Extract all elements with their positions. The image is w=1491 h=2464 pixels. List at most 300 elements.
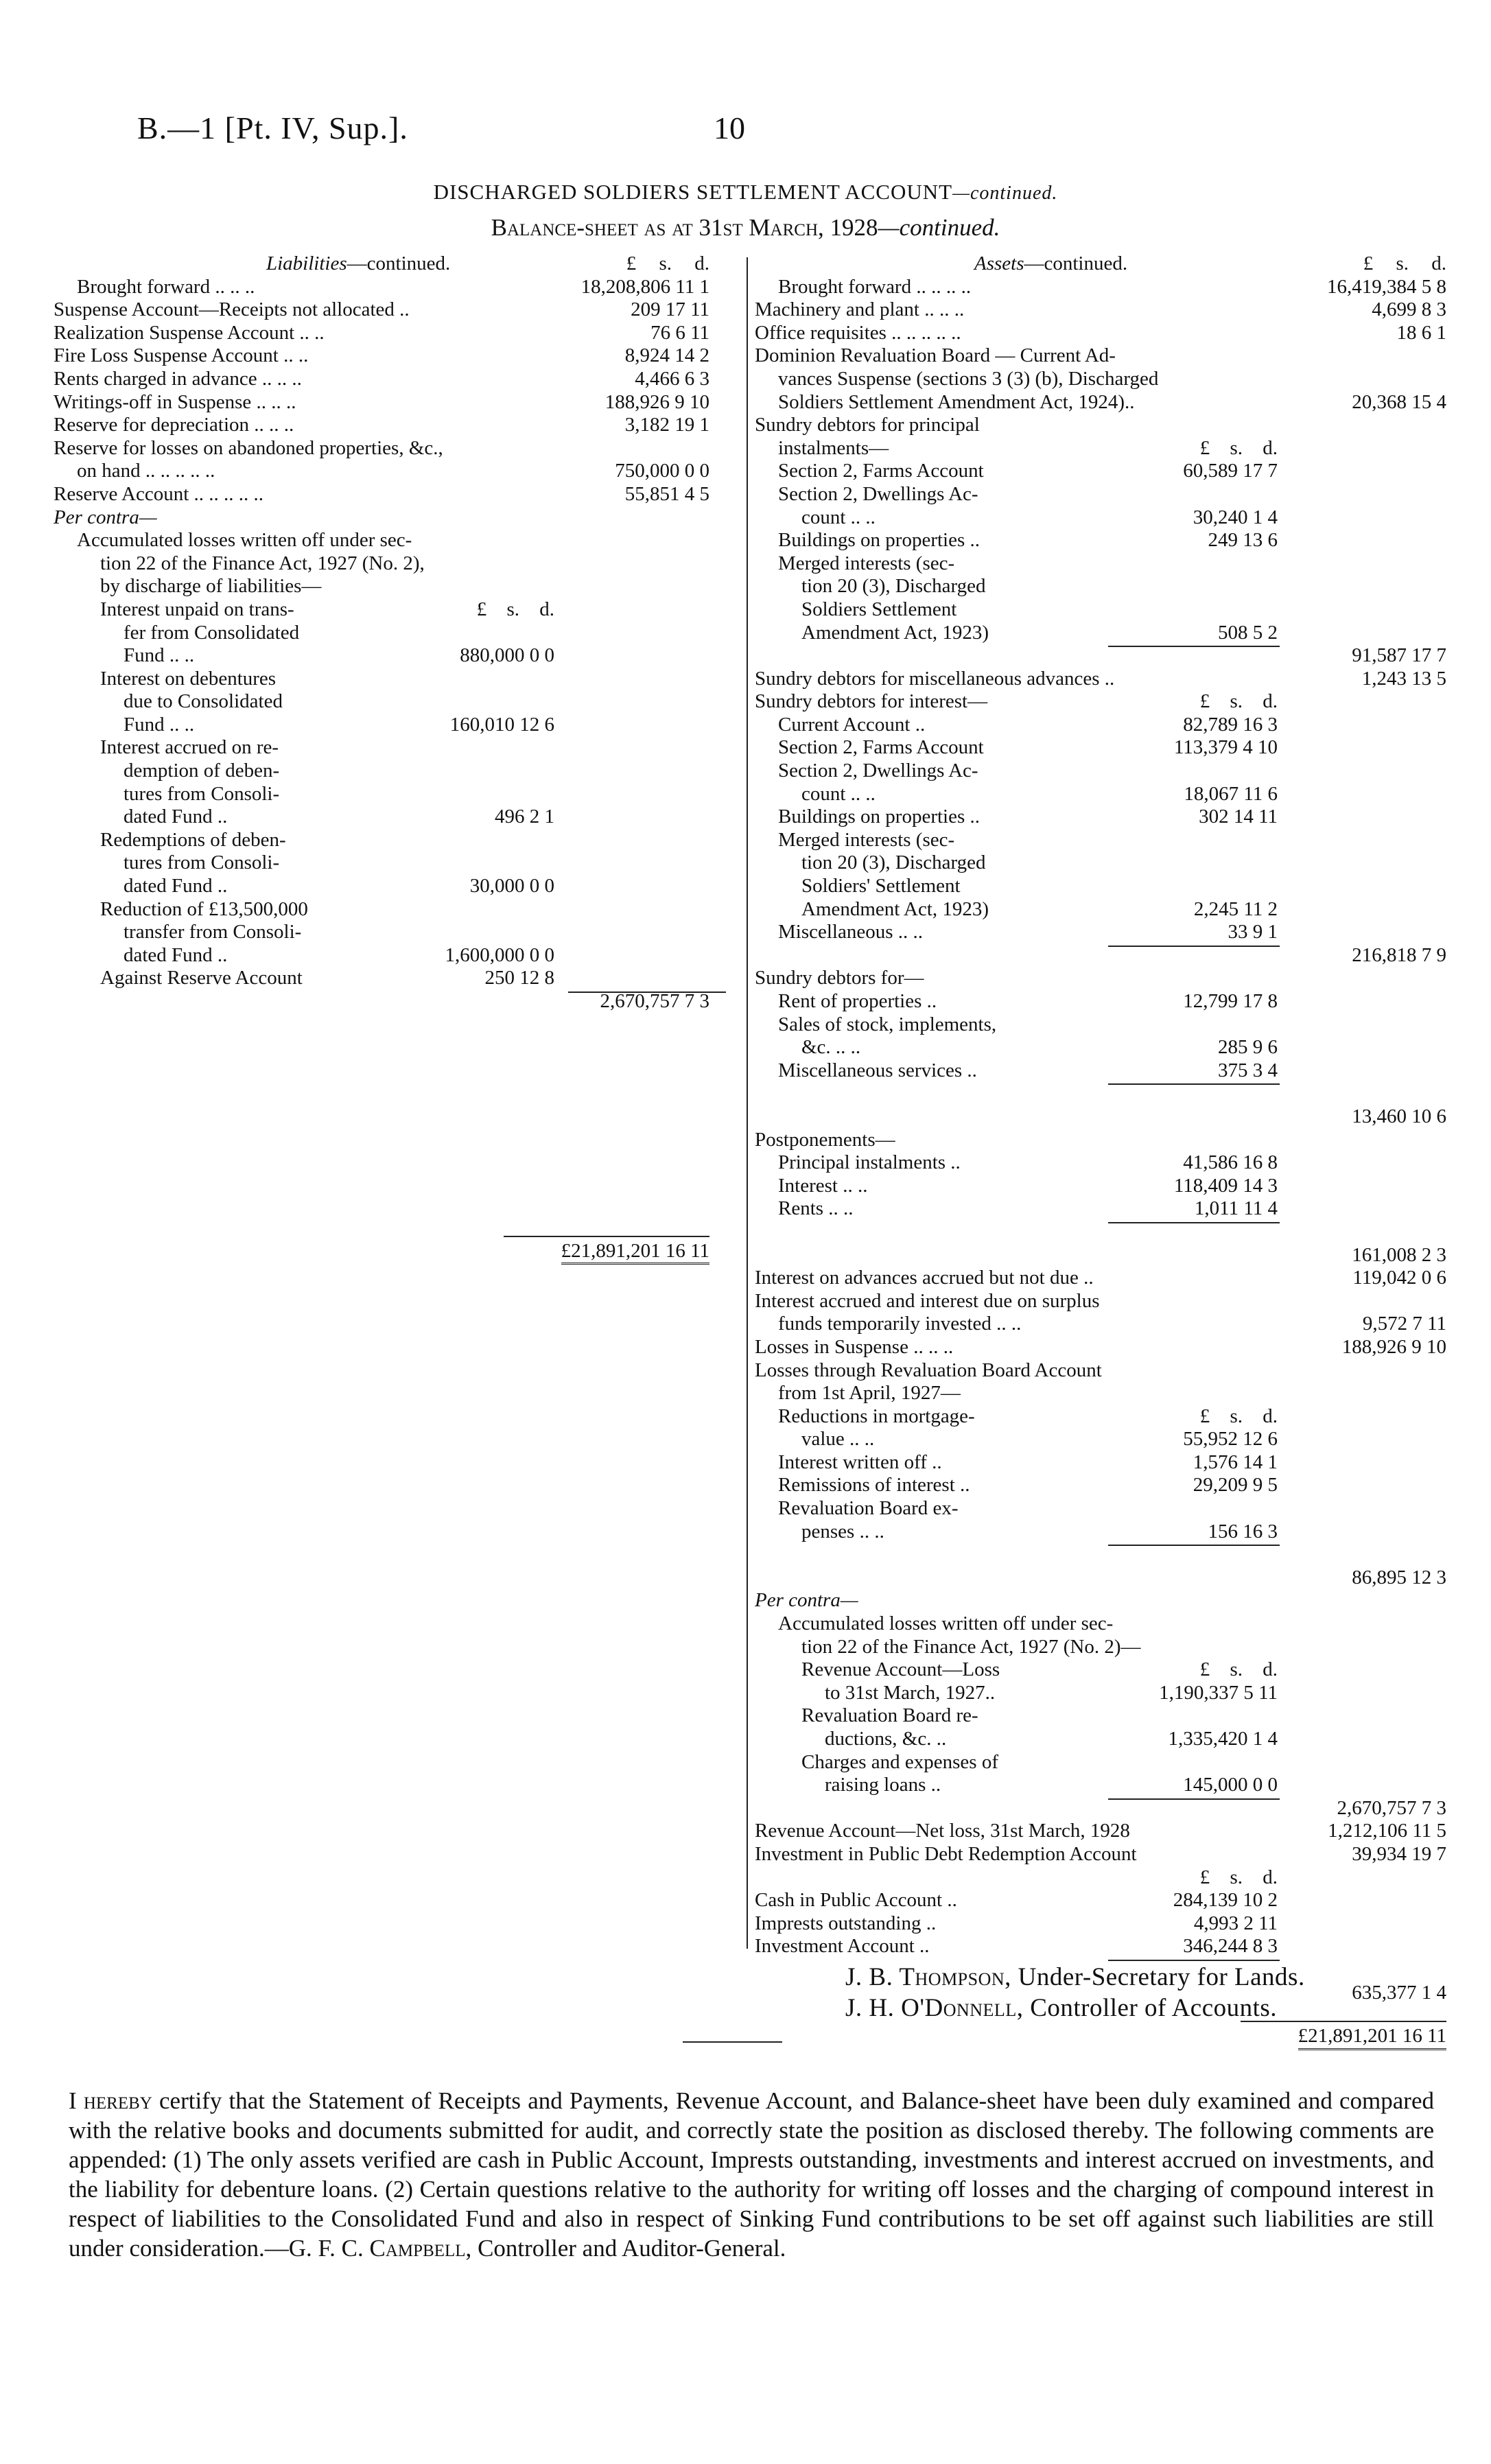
assets-col-head-l: £ [1363, 253, 1374, 274]
assets-row [755, 852, 1455, 875]
assets-row [755, 1704, 1455, 1728]
assets-subtotal-rule [1108, 1545, 1280, 1546]
assets-row-label: Postponements— [755, 1128, 895, 1151]
assets-row-label: to 31st March, 1927.. [825, 1681, 996, 1704]
liabilities-row [54, 598, 726, 622]
assets-row-label: Sundry debtors for miscellaneous advances .. [755, 667, 1115, 690]
assets-row-label: tion 20 (3), Discharged [801, 575, 986, 598]
liabilities-row-label: dated Fund .. [124, 806, 228, 828]
assets-inner-column-head: £ s. d. [1199, 436, 1278, 459]
assets-row [755, 575, 1455, 598]
assets-inner-amount: 285 9 6 [1218, 1036, 1278, 1059]
assets-row [755, 1267, 1455, 1290]
assets-row-label: Losses in Suspense .. .. .. [755, 1335, 954, 1358]
assets-row [755, 783, 1455, 806]
liabilities-row [54, 760, 726, 783]
assets-row [755, 1728, 1455, 1751]
assets-row [755, 1036, 1455, 1059]
assets-row-label: Accumulated losses written off under sec- [778, 1612, 1114, 1635]
assets-row [755, 1382, 1455, 1405]
assets-inner-amount: 508 5 2 [1218, 621, 1278, 644]
assets-row-label: Per contra— [755, 1589, 858, 1612]
assets-row-label: Soldiers Settlement [801, 598, 957, 620]
assets-total-row [755, 2025, 1455, 2048]
assets-row [755, 1866, 1455, 1890]
assets-row [755, 1567, 1455, 1590]
assets-row [755, 1751, 1455, 1774]
assets-subtotal-rule [1108, 1798, 1280, 1800]
assets-inner-amount: 60,589 17 7 [1183, 460, 1278, 482]
liabilities-row-label: tures from Consoli- [124, 782, 280, 805]
account-title-cont: —continued. [952, 183, 1058, 204]
assets-row [755, 644, 1455, 668]
assets-row-label: Interest .. .. [778, 1174, 868, 1197]
assets-row [755, 1682, 1455, 1705]
liabilities-row-label: Per contra— [54, 506, 157, 528]
section-separator [683, 2041, 782, 2043]
assets-row [755, 1636, 1455, 1659]
liabilities-inner-amount: 30,000 0 0 [469, 875, 554, 897]
assets-row-label: Revaluation Board ex- [778, 1497, 959, 1520]
assets-amount: 13,460 10 6 [1352, 1105, 1446, 1127]
assets-row-label: Section 2, Farms Account [778, 736, 984, 759]
assets-inner-column-head: £ s. d. [1199, 1405, 1278, 1427]
assets-row [755, 1221, 1455, 1244]
assets-inner-amount: 4,993 2 11 [1193, 1912, 1278, 1934]
assets-row [755, 529, 1455, 552]
liabilities-amount: 55,851 4 5 [624, 482, 709, 505]
assets-row-label: Section 2, Dwellings Ac- [778, 760, 978, 782]
assets-row-label: Revenue Account—Net loss, 31st March, 1928 [755, 1820, 1130, 1842]
signatory-title: Controller of Accounts. [1030, 1994, 1278, 2022]
assets-inner-amount: 1,335,420 1 4 [1168, 1728, 1278, 1750]
assets-inner-amount: 156 16 3 [1208, 1520, 1278, 1542]
liabilities-row [54, 690, 726, 714]
assets-amount: 39,934 19 7 [1352, 1842, 1446, 1865]
assets-row-label: Brought forward .. .. .. .. [778, 275, 972, 298]
assets-inner-column-head: £ s. d. [1199, 1658, 1278, 1681]
assets-amount: 188,926 9 10 [1341, 1335, 1446, 1358]
account-title-text: DISCHARGED SOLDIERS SETTLEMENT ACCOUNT [433, 180, 953, 204]
liabilities-row-label: Writings-off in Suspense .. .. .. [54, 390, 296, 413]
assets-row-label: count .. .. [801, 782, 876, 805]
liabilities-col-head-s: s. [659, 253, 672, 274]
assets-row [755, 1889, 1455, 1912]
assets-row-label: Merged interests (sec- [778, 552, 955, 574]
assets-amount: 2,670,757 7 3 [1337, 1796, 1446, 1819]
assets-row-label: Office requisites .. .. .. .. .. [755, 321, 961, 344]
assets-row-label: from 1st April, 1927— [778, 1382, 961, 1405]
liabilities-row-label: Fire Loss Suspense Account .. .. [54, 344, 309, 367]
assets-row [755, 298, 1455, 322]
liabilities-row [54, 875, 726, 898]
signatory-title: Under-Secretary for Lands. [1018, 1963, 1305, 1991]
assets-inner-amount: 55,952 12 6 [1183, 1428, 1278, 1451]
assets-row-label: Losses through Revaluation Board Account [755, 1359, 1102, 1381]
liabilities-col-head-l: £ [626, 253, 637, 274]
liabilities-row-label: Interest unpaid on trans- [100, 598, 294, 620]
assets-row [755, 1175, 1455, 1198]
assets-column-head [1363, 253, 1446, 276]
assets-row [755, 1313, 1455, 1336]
signature-thompson [845, 1962, 1305, 1992]
balance-sheet-title-text: Balance-sheet as at 31st March, 1928 [491, 214, 878, 241]
liabilities-row [54, 736, 726, 760]
liabilities-inner-amount: 880,000 0 0 [460, 644, 554, 667]
assets-amount: 119,042 0 6 [1352, 1267, 1446, 1289]
signatory-name: J. B. Thompson, [845, 1963, 1011, 1991]
assets-row [755, 1474, 1455, 1497]
account-title [0, 180, 1491, 204]
assets-inner-amount: 30,240 1 4 [1193, 506, 1278, 528]
assets-row [755, 829, 1455, 852]
assets-row-label: Soldiers' Settlement [801, 875, 961, 897]
assets-row [755, 1612, 1455, 1636]
liabilities-row-label: Against Reserve Account [100, 967, 303, 989]
liabilities-row [54, 829, 726, 852]
liabilities-row [54, 898, 726, 922]
assets-row [755, 690, 1455, 714]
liabilities-total-row [54, 1240, 726, 1263]
assets-row [755, 1912, 1455, 1936]
assets-inner-amount: 1,190,337 5 11 [1159, 1681, 1278, 1704]
assets-row-label: Sundry debtors for interest— [755, 690, 988, 713]
assets-row-label: Miscellaneous services .. [778, 1059, 977, 1081]
assets-col-head-d: d. [1431, 253, 1446, 274]
certificate-lead: I hereby [69, 2087, 152, 2114]
assets-row-label: Cash in Public Account .. [755, 1889, 957, 1912]
assets-row [755, 1543, 1455, 1567]
assets-row-label: Revenue Account—Loss [801, 1658, 1000, 1681]
assets-row [755, 967, 1455, 990]
liabilities-row [54, 506, 726, 530]
assets-inner-amount: 82,789 16 3 [1183, 713, 1278, 736]
assets-row-label: Current Account .. [778, 713, 926, 736]
assets-amount: 16,419,384 5 8 [1327, 275, 1446, 298]
liabilities-row-label: Reserve Account .. .. .. .. .. [54, 482, 264, 505]
assets-row-label: Amendment Act, 1923) [801, 621, 989, 644]
liabilities-row [54, 322, 726, 345]
liabilities-row [54, 990, 726, 1013]
assets-row [755, 1451, 1455, 1475]
assets-row [755, 437, 1455, 460]
assets-row [755, 1658, 1455, 1682]
liabilities-col-head-d: d. [694, 253, 709, 274]
liabilities-row [54, 460, 726, 483]
assets-heading-label: Assets [974, 253, 1024, 274]
liabilities-inner-column-head: £ s. d. [476, 598, 554, 620]
assets-amount: 1,243 13 5 [1361, 667, 1446, 690]
liabilities-heading-row [54, 253, 726, 276]
liabilities-row [54, 622, 726, 645]
assets-amount: 9,572 7 11 [1362, 1313, 1446, 1335]
assets-row [755, 344, 1455, 368]
assets-inner-amount: 1,011 11 4 [1194, 1197, 1278, 1220]
assets-inner-amount: 2,245 11 2 [1193, 897, 1278, 920]
assets-inner-amount: 249 13 6 [1208, 529, 1278, 552]
assets-row [755, 1244, 1455, 1267]
assets-row-label: tion 22 of the Finance Act, 1927 (No. 2)— [801, 1635, 1141, 1658]
balance-sheet-title-cont: —continued. [878, 214, 1000, 241]
assets-row [755, 460, 1455, 483]
assets-row-label: vances Suspense (sections 3 (3) (b), Discharged [778, 367, 1159, 390]
assets-row-label: value .. .. [801, 1428, 875, 1451]
liabilities-row [54, 552, 726, 576]
assets-row-label: count .. .. [801, 506, 876, 528]
assets-row-label: tion 20 (3), Discharged [801, 852, 986, 874]
assets-row-label: Soldiers Settlement Amendment Act, 1924).. [778, 390, 1135, 413]
liabilities-heading [266, 253, 450, 276]
assets-row [755, 1197, 1455, 1221]
assets-row-label: Rent of properties .. [778, 990, 937, 1012]
liabilities-row [54, 575, 726, 598]
liabilities-row-label: due to Consolidated [124, 690, 283, 713]
liabilities-heading-cont: —continued. [347, 253, 451, 274]
page-number: 10 [714, 110, 745, 145]
assets-row-label: Interest accrued and interest due on surplus [755, 1289, 1100, 1312]
liabilities-heading-label: Liabilities [266, 253, 347, 274]
liabilities-row [54, 276, 726, 299]
assets-row [755, 322, 1455, 345]
liabilities-row [54, 668, 726, 691]
assets-row [755, 1059, 1455, 1083]
assets-row-label: Reductions in mortgage- [778, 1405, 975, 1427]
assets-row [755, 1013, 1455, 1037]
assets-row-label: Imprests outstanding .. [755, 1912, 937, 1934]
assets-heading [974, 253, 1127, 276]
liabilities-grand-total: £21,891,201 16 11 [561, 1240, 709, 1265]
liabilities-amount: 3,182 19 1 [624, 414, 709, 436]
liabilities-row [54, 944, 726, 967]
liabilities-amount: 209 17 11 [631, 298, 709, 321]
signatory-name: J. H. O'Donnell, [845, 1994, 1024, 2022]
assets-inner-amount: 33 9 1 [1228, 921, 1278, 943]
assets-row [755, 1105, 1455, 1129]
assets-row-label: Interest written off .. [778, 1451, 942, 1473]
liabilities-row-label: tion 22 of the Finance Act, 1927 (No. 2), [100, 552, 425, 574]
assets-row [755, 668, 1455, 691]
assets-amount: 91,587 17 7 [1352, 644, 1446, 667]
assets-grand-total: £21,891,201 16 11 [1298, 2025, 1446, 2050]
liabilities-row-label: fer from Consolidated [124, 621, 300, 644]
assets-row [755, 1774, 1455, 1797]
liabilities-amount: 4,466 6 3 [635, 367, 709, 390]
liabilities-amount: 76 6 11 [650, 321, 709, 344]
assets-row [755, 391, 1455, 414]
liabilities-row [54, 368, 726, 391]
liabilities-row-label: Redemptions of deben- [100, 828, 286, 851]
assets-inner-amount: 29,209 9 5 [1193, 1474, 1278, 1497]
assets-amount: 635,377 1 4 [1352, 1981, 1446, 2004]
assets-column [755, 253, 1455, 2048]
assets-row-label: Revaluation Board re- [801, 1704, 978, 1727]
certificate-text: certify that the Statement of Receipts and Payments, Revenue Account, and Balance-sheet have been duly examined and compared with the relative books and documents submitted for audit, and correctly state the position as disclosed thereby. The following comments are appended: (1) The only assets verified are cash in Public Account, Imprests outstanding, investments and interest accrued on investments, and the liability for debenture loans. (2) Certain questions relative to the authority for writing off losses and the charging of compound interest in respect of liabilities to the Consolidated Fund and also in respect of Sinking Fund contributions to be set off against such liabilities are still under consideration.—G. F. C. [69, 2087, 1435, 2262]
assets-row-label: Investment Account .. [755, 1935, 930, 1958]
assets-row-label: Merged interests (sec- [778, 828, 955, 851]
assets-inner-amount: 346,244 8 3 [1183, 1935, 1278, 1958]
assets-row [755, 1129, 1455, 1152]
liabilities-column-head [626, 253, 709, 276]
assets-row [755, 1151, 1455, 1175]
assets-row-label: Machinery and plant .. .. .. [755, 298, 965, 321]
assets-row [755, 1428, 1455, 1451]
assets-row [755, 276, 1455, 299]
assets-row [755, 806, 1455, 829]
liabilities-inner-amount: 160,010 12 6 [449, 713, 554, 736]
assets-row [755, 760, 1455, 783]
assets-row-label: Dominion Revaluation Board — Current Ad- [755, 344, 1116, 367]
assets-row [755, 1082, 1455, 1105]
assets-row [755, 875, 1455, 898]
assets-inner-amount: 145,000 0 0 [1183, 1774, 1278, 1796]
liabilities-row-label: Fund .. .. [124, 713, 195, 736]
liabilities-row-label: Interest accrued on re- [100, 736, 279, 759]
liabilities-row-label: on hand .. .. .. .. .. [77, 460, 215, 482]
liabilities-inner-amount: 496 2 1 [495, 806, 554, 828]
assets-row-label: Charges and expenses of [801, 1750, 998, 1773]
assets-row-label: &c. .. .. [801, 1036, 861, 1059]
assets-row-label: Amendment Act, 1923) [801, 897, 989, 920]
assets-row-label: Sales of stock, implements, [778, 1013, 997, 1035]
assets-row [755, 1521, 1455, 1544]
assets-subtotal-rule [1108, 646, 1280, 647]
liabilities-inner-amount: 250 12 8 [484, 967, 554, 989]
assets-row [755, 1359, 1455, 1383]
certificate-signer-title: Controller and Auditor-General. [478, 2235, 786, 2262]
liabilities-amount: 188,926 9 10 [604, 390, 709, 413]
assets-row-label: Interest on advances accrued but not due .. [755, 1267, 1094, 1289]
assets-inner-amount: 118,409 14 3 [1173, 1174, 1278, 1197]
assets-row [755, 414, 1455, 437]
assets-row [755, 1935, 1455, 1958]
assets-subtotal-rule [1108, 1222, 1280, 1223]
assets-row [755, 552, 1455, 576]
balance-sheet-title [0, 214, 1491, 242]
assets-row-label: Sundry debtors for principal [755, 414, 980, 436]
liabilities-row-label: dated Fund .. [124, 943, 228, 966]
assets-subtotal-rule [1108, 1083, 1280, 1085]
assets-amount: 4,699 8 3 [1372, 298, 1446, 321]
liabilities-spacer [54, 1013, 726, 1240]
assets-row [755, 1820, 1455, 1843]
assets-inner-amount: 284,139 10 2 [1173, 1889, 1278, 1912]
liabilities-row-label: Reduction of £13,500,000 [100, 897, 308, 920]
assets-row [755, 1797, 1455, 1820]
assets-amount: 86,895 12 3 [1352, 1566, 1446, 1588]
assets-row [755, 1497, 1455, 1521]
assets-row-label: Investment in Public Debt Redemption Account [755, 1842, 1137, 1865]
assets-row [755, 598, 1455, 622]
assets-row-label: Principal instalments .. [778, 1151, 961, 1174]
liabilities-row [54, 414, 726, 437]
liabilities-amount: 8,924 14 2 [624, 344, 709, 367]
assets-row [755, 506, 1455, 530]
liabilities-row-label: demption of deben- [124, 760, 280, 782]
assets-subtotal-rule [1108, 1960, 1280, 1961]
liabilities-row [54, 344, 726, 368]
liabilities-row-label: Rents charged in advance .. .. .. [54, 367, 302, 390]
liabilities-row-label: dated Fund .. [124, 875, 228, 897]
liabilities-row-label: Interest on debentures [100, 667, 277, 690]
assets-row [755, 622, 1455, 645]
assets-inner-amount: 302 14 11 [1199, 806, 1278, 828]
liabilities-row-label: Brought forward .. .. .. [77, 275, 255, 298]
liabilities-inner-amount: 1,600,000 0 0 [445, 943, 554, 966]
column-divider [747, 257, 748, 1949]
liabilities-row [54, 298, 726, 322]
liabilities-row [54, 806, 726, 829]
assets-amount: 18 6 1 [1396, 321, 1446, 344]
liabilities-amount: 18,208,806 11 1 [580, 275, 709, 298]
liabilities-row [54, 967, 726, 990]
assets-row [755, 990, 1455, 1013]
assets-row-label: instalments— [778, 436, 889, 459]
assets-row-label: Buildings on properties .. [778, 529, 981, 552]
assets-row [755, 736, 1455, 760]
assets-row-label: Buildings on properties .. [778, 806, 981, 828]
assets-row-label: Section 2, Farms Account [778, 460, 984, 482]
assets-amount: 1,212,106 11 5 [1328, 1820, 1446, 1842]
assets-col-head-s: s. [1396, 253, 1409, 274]
assets-row [755, 1405, 1455, 1429]
assets-inner-column-head: £ s. d. [1199, 1866, 1278, 1888]
liabilities-row-label: transfer from Consoli- [124, 921, 302, 943]
liabilities-row-label: tures from Consoli- [124, 852, 280, 874]
assets-row-label: penses .. .. [801, 1520, 884, 1542]
assets-amount: 216,818 7 9 [1352, 943, 1446, 966]
liabilities-row-label: Reserve for losses on abandoned properties, &c., [54, 436, 443, 459]
assets-row [755, 1589, 1455, 1612]
assets-amount: 161,008 2 3 [1352, 1243, 1446, 1266]
liabilities-row [54, 921, 726, 944]
liabilities-row-label: Suspense Account—Receipts not allocated .. [54, 298, 410, 321]
assets-heading-cont: —continued. [1024, 253, 1128, 274]
liabilities-column [54, 253, 726, 1263]
document-reference: B.—1 [Pt. IV, Sup.]. [137, 110, 408, 145]
assets-inner-amount: 12,799 17 8 [1183, 990, 1278, 1012]
liabilities-row [54, 483, 726, 506]
assets-row [755, 921, 1455, 944]
assets-inner-amount: 41,586 16 8 [1183, 1151, 1278, 1174]
assets-row [755, 483, 1455, 506]
liabilities-total-rule-top [504, 1236, 709, 1237]
liabilities-row [54, 391, 726, 414]
liabilities-amount: 2,670,757 7 3 [600, 990, 709, 1012]
assets-row [755, 1336, 1455, 1359]
assets-row-label: funds temporarily invested .. .. [778, 1313, 1022, 1335]
assets-row [755, 1290, 1455, 1313]
liabilities-row-label: Realization Suspense Account .. .. [54, 321, 325, 344]
liabilities-row [54, 714, 726, 737]
signature-odonnell [845, 1993, 1277, 2023]
liabilities-row [54, 529, 726, 552]
liabilities-row-label: Reserve for depreciation .. .. .. [54, 414, 294, 436]
liabilities-amount: 750,000 0 0 [615, 460, 709, 482]
assets-row [755, 714, 1455, 737]
certificate-signer: Campbell, [369, 2235, 472, 2262]
assets-row-label: Remissions of interest .. [778, 1474, 970, 1497]
liabilities-row [54, 783, 726, 806]
assets-amount: 20,368 15 4 [1352, 390, 1446, 413]
liabilities-row [54, 437, 726, 460]
liabilities-row [54, 644, 726, 668]
assets-row-label: Section 2, Dwellings Ac- [778, 482, 978, 505]
assets-inner-amount: 375 3 4 [1218, 1059, 1278, 1081]
assets-row-label: Rents .. .. [778, 1197, 854, 1220]
liabilities-row [54, 852, 726, 875]
assets-row [755, 944, 1455, 967]
assets-heading-row [755, 253, 1455, 276]
